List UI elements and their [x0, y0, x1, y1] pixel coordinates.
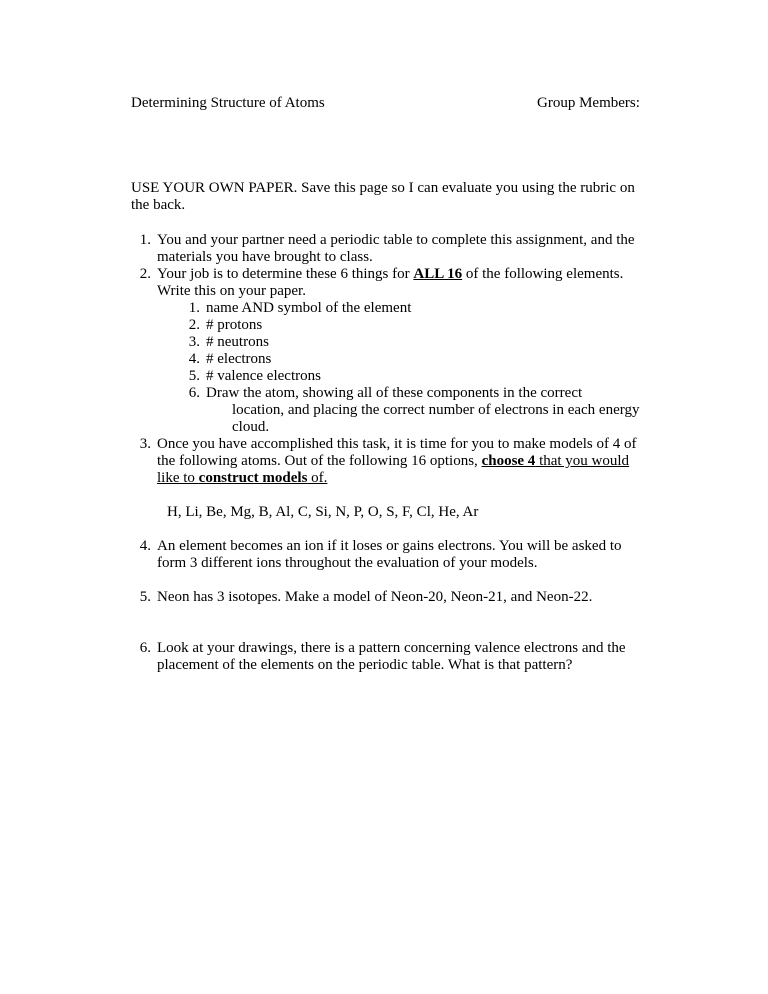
item-3-choose-emphasis: choose 4 — [481, 453, 536, 469]
subitem-3-number: 3. — [188, 334, 200, 350]
group-members-label: Group Members: — [537, 95, 640, 111]
item-4-line-2: form 3 different ions throughout the evaluation of your models. — [157, 555, 538, 571]
item-6-line-1: Look at your drawings, there is a pattern concerning valence electrons and the — [157, 640, 626, 656]
subitem-4-number: 4. — [188, 351, 200, 367]
element-options-list: H, Li, Be, Mg, B, Al, C, Si, N, P, O, S, F, Cl, He, Ar — [167, 504, 479, 520]
subitem-3-text: # neutrons — [206, 334, 269, 350]
item-6-line-2: placement of the elements on the periodic table. What is that pattern? — [157, 657, 573, 673]
item-5-number: 5. — [139, 589, 151, 605]
item-2-text-pre: Your job is to determine these 6 things for — [157, 266, 414, 282]
item-3-line-2 — [157, 453, 629, 470]
worksheet-title: Determining Structure of Atoms — [131, 95, 325, 111]
subitem-1-text: name AND symbol of the element — [206, 300, 412, 316]
subitem-2-number: 2. — [188, 317, 200, 333]
subitem-4-text: # electrons — [206, 351, 272, 367]
item-4-number: 4. — [139, 538, 151, 554]
item-3-line-2-post: that you would — [535, 453, 630, 469]
item-3-line-1: Once you have accomplished this task, it is time for you to make models of 4 of — [157, 436, 637, 452]
item-3-construct-emphasis: construct models — [198, 470, 308, 486]
item-3-line-3-post: of. — [307, 470, 328, 486]
subitem-6-line-3: cloud. — [232, 419, 270, 435]
intro-line-1: USE YOUR OWN PAPER. Save this page so I can evaluate you using the rubric on — [131, 180, 635, 196]
item-6-number: 6. — [139, 640, 151, 656]
item-4-line-1: An element becomes an ion if it loses or gains electrons. You will be asked to — [157, 538, 622, 554]
item-5-line-1: Neon has 3 isotopes. Make a model of Neon-20, Neon-21, and Neon-22. — [157, 589, 593, 605]
subitem-6-number: 6. — [188, 385, 200, 401]
item-2-emphasis: ALL 16 — [413, 266, 463, 282]
subitem-5-number: 5. — [188, 368, 200, 384]
item-3-line-2-pre: the following atoms. Out of the following 16 options, — [157, 453, 482, 469]
subitem-2-text: # protons — [206, 317, 263, 333]
subitem-5-text: # valence electrons — [206, 368, 321, 384]
subitem-6-line-1: Draw the atom, showing all of these components in the correct — [206, 385, 583, 401]
item-3-line-3 — [157, 470, 327, 487]
item-2-line-2: Write this on your paper. — [157, 283, 306, 299]
subitem-6-line-2: location, and placing the correct number of electrons in each energy — [232, 402, 640, 418]
item-2-number: 2. — [139, 266, 151, 282]
item-1-line-1: You and your partner need a periodic table to complete this assignment, and the — [157, 232, 635, 248]
intro-line-2: the back. — [131, 197, 186, 213]
item-2-line-1 — [157, 266, 623, 283]
item-3-line-3-pre: like to — [157, 470, 199, 486]
item-3-number: 3. — [139, 436, 151, 452]
item-1-number: 1. — [139, 232, 151, 248]
subitem-1-number: 1. — [188, 300, 200, 316]
item-2-text-post: of the following elements. — [462, 266, 624, 282]
item-1-line-2: materials you have brought to class. — [157, 249, 373, 265]
